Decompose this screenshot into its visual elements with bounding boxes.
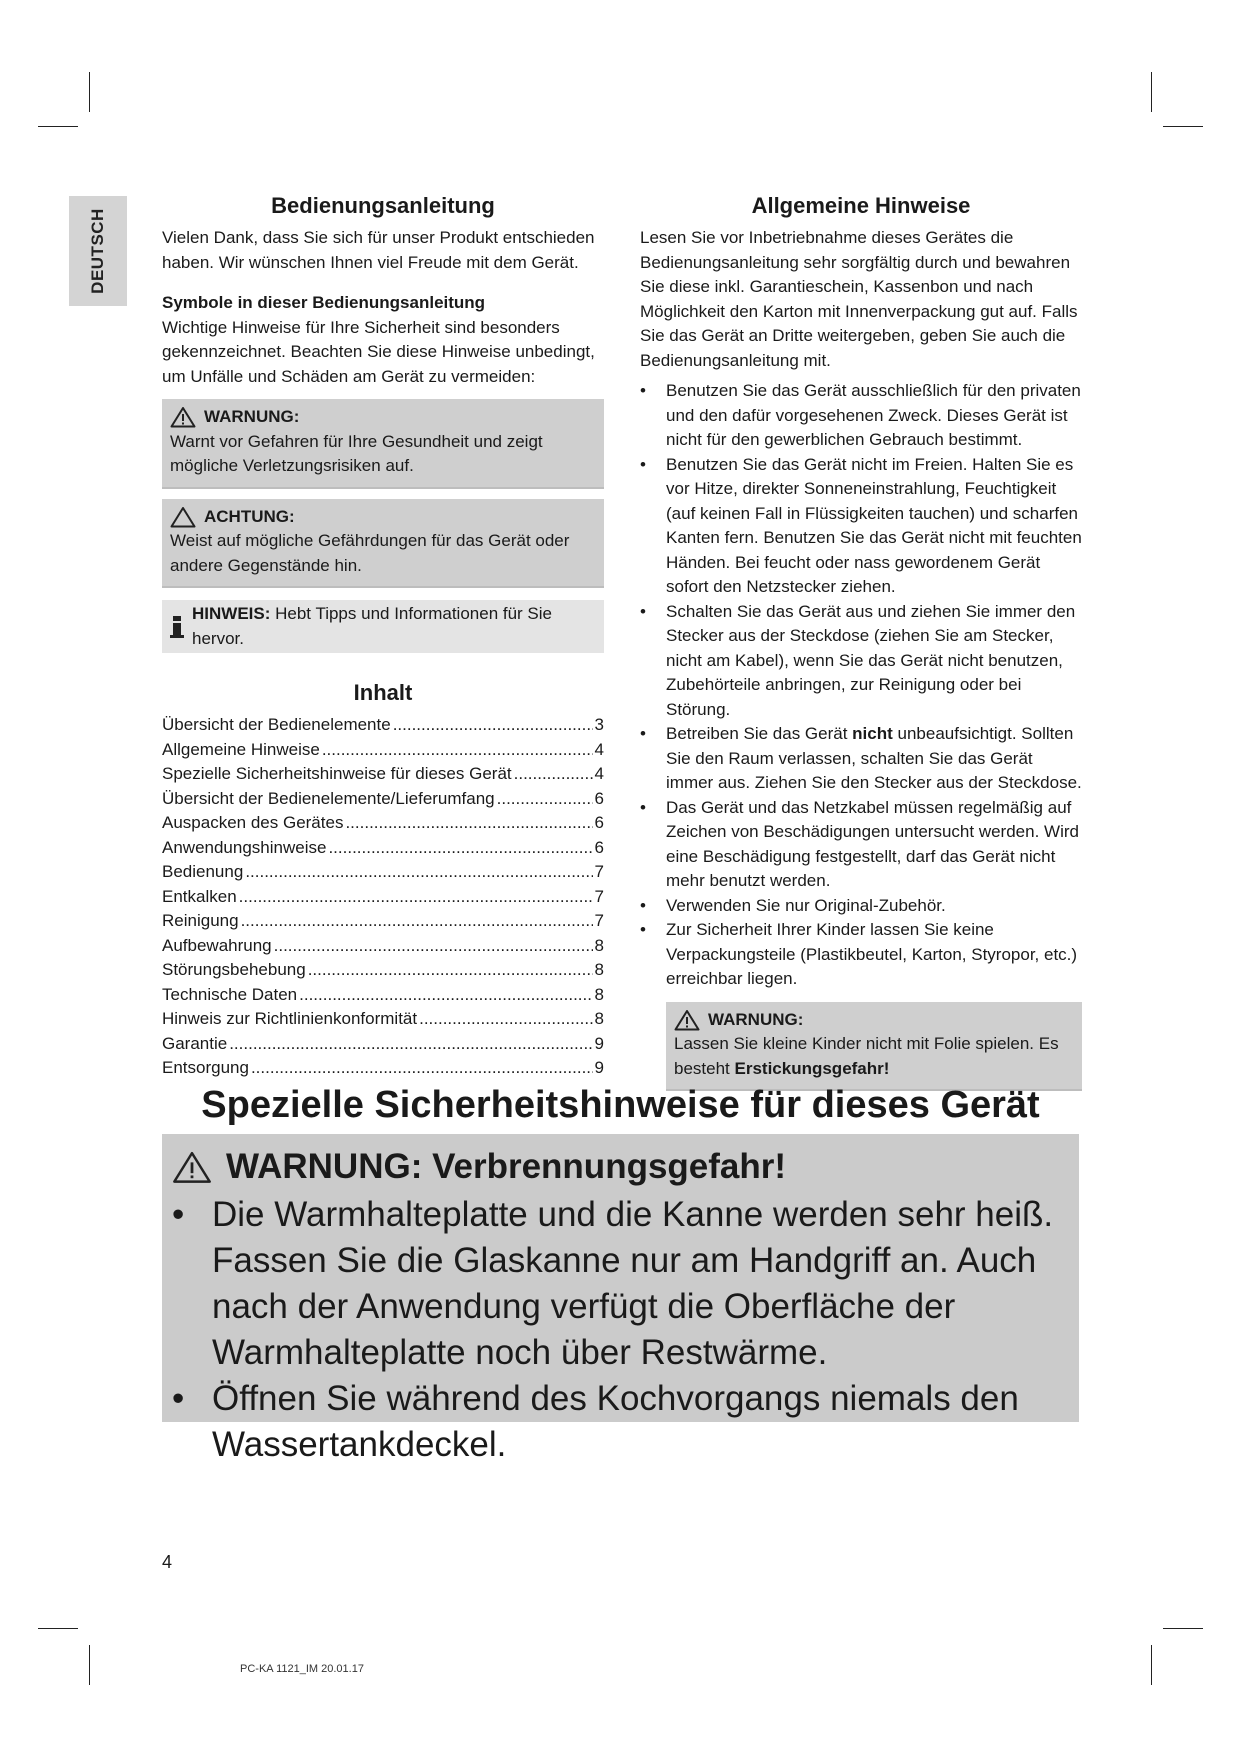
warning-title: WARNUNG: — [204, 407, 300, 426]
caution-box — [162, 499, 604, 589]
toc-row: Störungsbehebung ..... 8 — [162, 958, 604, 983]
language-tab — [69, 196, 127, 306]
list-item: • Verwenden Sie nur Original-Zubehör. — [640, 894, 1082, 919]
child-warning-text: Lassen Sie kleine Kinder nicht mit Folie spielen. Es besteht Erstickungsgefahr! — [674, 1034, 1059, 1078]
toc-row: Aufbewahrung ..... 8 — [162, 934, 604, 959]
toc-title: Inhalt — [353, 680, 413, 705]
toc-row: Anwendungshinweise ..... 6 — [162, 836, 604, 861]
list-item: • Betreiben Sie das Gerät nicht unbeaufsichtigt. Sollten Sie den Raum verlassen, schalten Sie das Gerät immer aus. Ziehen Sie den Stecker aus der Steckdose. — [640, 722, 1082, 796]
burn-warning-box — [162, 1134, 1079, 1464]
left-column — [162, 192, 604, 1081]
general-notes-intro: Lesen Sie vor Inbetriebnahme dieses Gerätes die Bedienungsanleitung sehr sorgfältig durch und bewahren Sie diese inkl. Garantieschein, Kassenbon und nach Möglichkeit den Karton mit Innenverpackung gut auf. Falls Sie das Gerät an Dritte weitergeben, geben Sie auch die Bedienungsanleitung mit. — [640, 228, 1078, 370]
toc-row: Hinweis zur Richtlinienkonformität ..... 8 — [162, 1007, 604, 1032]
list-item: • Benutzen Sie das Gerät nicht im Freien. Halten Sie es vor Hitze, direkter Sonneneinstrahlung, Feuchtigkeit (auf keinen Fall in Flüssigkeiten tauchen) und scharfen Kanten fern. Benutzen Sie das Gerät nicht mit feuchten Händen. Bei feucht oder nass gewordenem Gerät sofort den Netzstecker ziehen. — [640, 453, 1082, 600]
manual-title: Bedienungsanleitung — [271, 193, 495, 218]
list-item: • Schalten Sie das Gerät aus und ziehen Sie immer den Stecker aus der Steckdose (ziehen Sie am Stecker, nicht am Kabel), wenn Sie das Gerät nicht benutzen, Zubehörteile anbringen, zur Reinigung oder bei Störung. — [640, 600, 1082, 723]
caution-triangle-icon — [170, 506, 196, 528]
language-tab-label: DEUTSCH — [88, 208, 107, 294]
toc-row: Übersicht der Bedienelemente ..... 3 — [162, 713, 604, 738]
list-item: • Öffnen Sie während des Kochvorgangs niemals den Wassertankdeckel. — [172, 1376, 1069, 1468]
crop-mark — [89, 1645, 90, 1685]
list-item: • Benutzen Sie das Gerät ausschließlich für den privaten und den dafür vorgesehenen Zweck. Dieses Gerät ist nicht für den gewerblichen Gebrauch bestimmt. — [640, 379, 1082, 453]
right-column — [640, 192, 1082, 1091]
crop-mark — [38, 126, 78, 127]
general-notes-list — [640, 379, 1082, 992]
note-box — [162, 600, 604, 653]
warning-triangle-icon — [170, 406, 196, 428]
crop-mark — [38, 1628, 78, 1629]
toc-row: Technische Daten ..... 8 — [162, 983, 604, 1008]
footer-code: PC-KA 1121_IM 20.01.17 — [240, 1663, 364, 1675]
warning-triangle-icon — [674, 1009, 700, 1031]
child-warning-box — [666, 1002, 1082, 1092]
crop-mark — [1151, 1645, 1152, 1685]
warning-text: Warnt vor Gefahren für Ihre Gesundheit und zeigt mögliche Verletzungsrisiken auf. — [170, 431, 543, 475]
toc-row: Reinigung ..... 7 — [162, 909, 604, 934]
burn-warning-list — [172, 1192, 1069, 1468]
warning-triangle-icon — [172, 1150, 212, 1184]
warning-box — [162, 399, 604, 489]
toc-row: Übersicht der Bedienelemente/Lieferumfang ..... 6 — [162, 787, 604, 812]
symbols-heading: Symbole in dieser Bedienungsanleitung — [162, 293, 486, 312]
caution-text: Weist auf mögliche Gefährdungen für das Gerät oder andere Gegenstände hin. — [170, 531, 570, 575]
note-text: Hebt Tipps und Informationen für Sie hervor. — [192, 604, 553, 648]
special-safety-title: Spezielle Sicherheitshinweise für dieses Gerät — [201, 1084, 1040, 1126]
toc-row: Entsorgung ..... 9 — [162, 1056, 604, 1081]
intro-text: Vielen Dank, dass Sie sich für unser Produkt entschieden haben. Wir wünschen Ihnen viel Freude mit dem Gerät. — [162, 228, 595, 272]
page-number: 4 — [162, 1552, 173, 1572]
general-notes-title: Allgemeine Hinweise — [751, 193, 971, 218]
info-icon — [170, 616, 184, 638]
crop-mark — [1163, 126, 1203, 127]
toc-row: Spezielle Sicherheitshinweise für dieses Gerät ..... 4 — [162, 762, 604, 787]
toc-row: Bedienung ..... 7 — [162, 860, 604, 885]
crop-mark — [89, 72, 90, 112]
list-item: • Zur Sicherheit Ihrer Kinder lassen Sie keine Verpackungsteile (Plastikbeutel, Karton, Styropor, etc.) erreichbar liegen. — [640, 918, 1082, 992]
caution-title: ACHTUNG: — [204, 506, 295, 526]
crop-mark — [1163, 1628, 1203, 1629]
toc-row: Entkalken ..... 7 — [162, 885, 604, 910]
table-of-contents — [162, 713, 604, 1081]
symbols-text: Wichtige Hinweise für Ihre Sicherheit sind besonders gekennzeichnet. Beachten Sie diese Hinweise unbedingt, um Unfälle und Schäden am Gerät zu vermeiden: — [162, 317, 595, 386]
list-item: • Das Gerät und das Netzkabel müssen regelmäßig auf Zeichen von Beschädigungen untersucht werden. Wird eine Beschädigung festgestellt, darf das Gerät nicht mehr benutzt werden. — [640, 796, 1082, 894]
burn-warning-title: WARNUNG: Verbrennungsgefahr! — [226, 1147, 787, 1186]
list-item: • Die Warmhalteplatte und die Kanne werden sehr heiß. Fassen Sie die Glaskanne nur am Handgriff an. Auch nach der Anwendung verfügt die Oberfläche der Warmhalteplatte noch über Restwärme. — [172, 1192, 1069, 1376]
child-warning-title: WARNUNG: — [708, 1009, 804, 1029]
toc-row: Auspacken des Gerätes ..... 6 — [162, 811, 604, 836]
toc-row: Garantie ..... 9 — [162, 1032, 604, 1057]
toc-row: Allgemeine Hinweise ..... 4 — [162, 738, 604, 763]
note-label: HINWEIS: — [192, 604, 271, 623]
crop-mark — [1151, 72, 1152, 112]
